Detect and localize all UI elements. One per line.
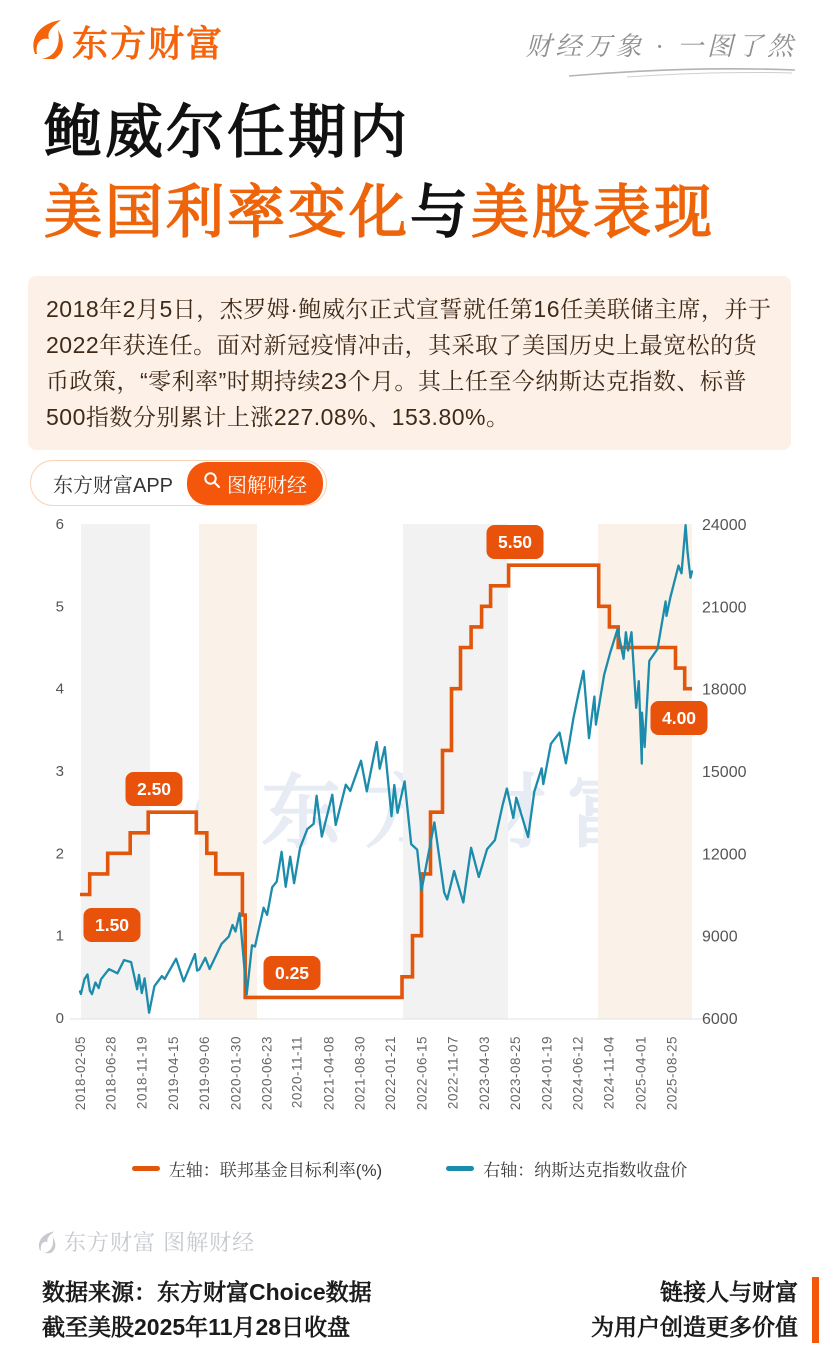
svg-text:2022-01-21: 2022-01-21	[383, 1036, 399, 1111]
header	[0, 0, 819, 78]
nasdaq-line-swatch	[446, 1166, 474, 1171]
app-pill	[30, 460, 327, 506]
title-line2-part2: 与	[410, 180, 472, 245]
svg-text:2019-09-06: 2019-09-06	[196, 1036, 212, 1111]
tujie-caijing-button[interactable]	[187, 462, 323, 505]
nasdaq-legend-label: 右轴：纳斯达克指数收盘价	[483, 1160, 688, 1180]
svg-text:4: 4	[55, 680, 64, 698]
svg-text:4.00: 4.00	[661, 708, 697, 728]
title-line2-part3: 美股表现	[471, 180, 716, 245]
svg-text:2023-08-25: 2023-08-25	[507, 1036, 523, 1111]
svg-text:1: 1	[55, 927, 64, 945]
svg-text:9000: 9000	[702, 928, 738, 946]
chart-legend	[0, 1148, 819, 1188]
svg-text:24000: 24000	[702, 517, 747, 534]
svg-text:2020-01-30: 2020-01-30	[228, 1036, 244, 1111]
svg-text:5.50: 5.50	[497, 532, 533, 552]
svg-text:2020-06-23: 2020-06-23	[259, 1036, 275, 1111]
rate-vs-nasdaq-chart	[0, 508, 819, 1148]
svg-text:2: 2	[55, 845, 64, 863]
footer-watermark-text: 东方财富 图解财经	[64, 1230, 256, 1255]
svg-text:2.50: 2.50	[136, 779, 172, 799]
slogan-block	[591, 1275, 819, 1345]
slogan-text	[591, 1275, 798, 1345]
eastmoney-logo	[28, 16, 224, 67]
svg-text:3: 3	[55, 763, 64, 780]
svg-text:6000: 6000	[702, 1011, 738, 1028]
tagline-block	[525, 16, 797, 79]
svg-text:2024-01-19: 2024-01-19	[539, 1036, 555, 1111]
slogan-line2: 为用户创造更多价值	[591, 1314, 798, 1340]
svg-text:2022-11-07: 2022-11-07	[445, 1036, 461, 1110]
svg-text:2020-11-11: 2020-11-11	[289, 1036, 305, 1109]
svg-text:2018-11-19: 2018-11-19	[134, 1036, 150, 1110]
app-badge-row	[30, 460, 819, 506]
intro-text: 2018年2月5日，杰罗姆·鲍威尔正式宣誓就任第16任美联储主席，并于2022年获连任。面对新冠疫情冲击，其采取了美国历史上最宽松的货币政策，“零利率”时期持续23个月。其上任至今纳斯达克指数、标普500指数分别累计上涨227.08%、153.80%。	[46, 296, 772, 430]
legend-item-rate	[132, 1156, 382, 1181]
svg-text:2018-02-05: 2018-02-05	[73, 1036, 88, 1111]
legend-item-nasdaq	[446, 1156, 687, 1181]
svg-text:2023-04-03: 2023-04-03	[476, 1036, 492, 1111]
svg-text:2024-11-04: 2024-11-04	[601, 1036, 617, 1110]
svg-text:2025-04-01: 2025-04-01	[633, 1036, 649, 1111]
svg-text:15000: 15000	[702, 764, 747, 781]
svg-text:18000: 18000	[702, 681, 747, 699]
svg-text:0.25: 0.25	[274, 963, 310, 983]
intro-card	[28, 276, 791, 450]
rate-line-swatch	[132, 1166, 160, 1171]
svg-text:1.50: 1.50	[94, 915, 130, 935]
data-source-line2: 截至美股2025年11月28日收盘	[42, 1314, 351, 1340]
footer-bottom	[0, 1275, 819, 1345]
slogan-line1: 链接人与财富	[660, 1279, 798, 1305]
title-block	[44, 100, 819, 245]
page-title-line1: 鲍威尔任期内	[44, 100, 411, 165]
rate-legend-label: 左轴：联邦基金目标利率(%)	[168, 1160, 383, 1180]
logo-text: 东方财富	[72, 23, 225, 64]
svg-text:2025-08-25: 2025-08-25	[664, 1036, 680, 1111]
app-name-label: 东方财富APP	[53, 474, 174, 497]
svg-text:2022-06-15: 2022-06-15	[414, 1036, 430, 1111]
search-icon	[203, 471, 221, 495]
chart-plot	[0, 508, 819, 1148]
footer-watermark	[36, 1226, 819, 1257]
svg-text:2024-06-12: 2024-06-12	[570, 1036, 586, 1111]
svg-text:2019-04-15: 2019-04-15	[166, 1036, 182, 1111]
svg-text:12000: 12000	[702, 846, 747, 864]
page-title-line2	[44, 180, 819, 245]
svg-text:21000: 21000	[702, 599, 747, 617]
data-source-line1: 数据来源：东方财富Choice数据	[42, 1279, 372, 1305]
swoosh-underline	[567, 65, 797, 79]
svg-text:2021-08-30: 2021-08-30	[352, 1036, 368, 1111]
footer-accent-bar	[812, 1277, 819, 1343]
title-line2-part1: 美国利率变化	[44, 180, 411, 245]
svg-text:5: 5	[55, 598, 64, 616]
svg-text:2021-04-08: 2021-04-08	[321, 1036, 337, 1111]
svg-text:0: 0	[55, 1010, 64, 1027]
svg-text:2018-06-28: 2018-06-28	[103, 1036, 119, 1111]
footer-swirl-icon	[36, 1230, 56, 1254]
svg-text:6: 6	[55, 516, 64, 533]
eastmoney-swirl-icon	[28, 18, 64, 65]
tujie-caijing-label: 图解财经	[227, 474, 308, 497]
tagline-text: 财经万象 · 一图了然	[525, 32, 797, 61]
data-source-block	[42, 1275, 372, 1345]
